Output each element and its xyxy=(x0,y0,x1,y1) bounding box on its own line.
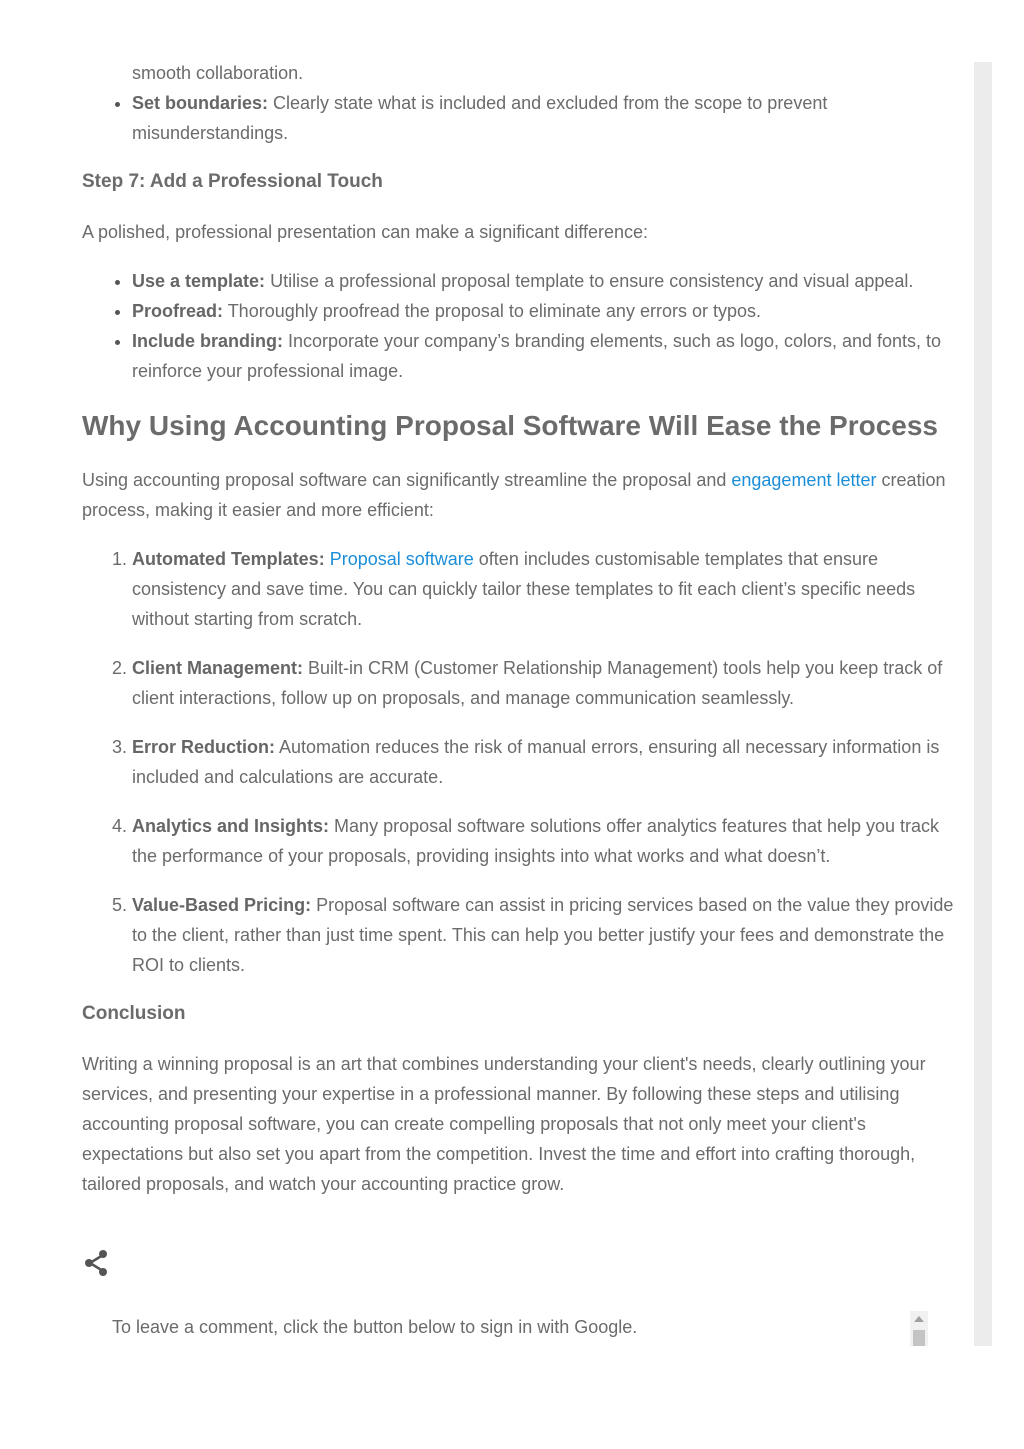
step-7-list xyxy=(82,266,962,386)
share-icon xyxy=(82,1248,112,1278)
list-item-boundaries: • Set boundaries: Clearly state what is included and excluded from the scope to prevent misunderstandings. xyxy=(132,88,962,148)
list-item-automated-templates: 1. Automated Templates: Proposal software often includes customisable templates that ensure consistency and save time. You can quickly tailor these templates to fit each client’s specific needs without starting from scratch. xyxy=(132,544,962,634)
scope-list xyxy=(82,88,962,148)
step-7-heading: Step 7: Add a Professional Touch xyxy=(82,171,383,192)
conclusion-heading: Conclusion xyxy=(82,1003,186,1024)
share-button[interactable] xyxy=(82,1248,112,1278)
list-item-client-management: 2. Client Management: Built-in CRM (Customer Relationship Management) tools help you keep track of client interactions, follow up on proposals, and manage communication seamlessly. xyxy=(132,653,962,713)
comment-scrollbar[interactable] xyxy=(910,1311,928,1346)
conclusion-text: Writing a winning proposal is an art that combines understanding your client's needs, clearly outlining your services, and presenting your expertise in a professional manner. By following these steps and utilising accounting proposal software, you can create compelling proposals that not only meet your client's expectations but also set you apart from the competition. Invest the time and effort into crafting thorough, tailored proposals, and watch your accounting practice grow. xyxy=(82,1054,926,1194)
scroll-up-arrow-icon[interactable] xyxy=(914,1316,924,1322)
comment-prompt: To leave a comment, click the button below to sign in with Google. xyxy=(112,1317,638,1337)
step-7-lead: A polished, professional presentation can make a significant difference: xyxy=(82,222,649,242)
list-item-branding: • Include branding: Incorporate your company’s branding elements, such as logo, colors, and fonts, to reinforce your professional image. xyxy=(132,326,962,386)
list-item-value-pricing: 5. Value-Based Pricing: Proposal software can assist in pricing services based on the value they provide to the client, rather than just time spent. This can help you better justify your fees and demonstrate the ROI to clients. xyxy=(132,890,962,980)
proposal-software-link[interactable]: Proposal software xyxy=(329,549,474,569)
list-item-error-reduction: 3. Error Reduction: Automation reduces the risk of manual errors, ensuring all necessary information is included and calculations are accurate. xyxy=(132,732,962,792)
engagement-letter-link[interactable]: engagement letter xyxy=(731,470,877,490)
why-heading: Why Using Accounting Proposal Software Will Ease the Process xyxy=(82,410,938,441)
scroll-thumb[interactable] xyxy=(913,1330,925,1346)
article-body xyxy=(82,58,962,1199)
list-item-proofread: • Proofread: Thoroughly proofread the proposal to eliminate any errors or typos. xyxy=(132,296,962,326)
why-lead: Using accounting proposal software can significantly streamline the proposal and engagement letter creation process, making it easier and more efficient: xyxy=(82,470,946,520)
list-item-analytics: 4. Analytics and Insights: Many proposal software solutions offer analytics features that help you track the performance of your proposals, providing insights into what works and what doesn’t. xyxy=(132,811,962,871)
page-scrollbar[interactable] xyxy=(974,62,992,1346)
why-list xyxy=(82,544,962,980)
list-item-tail: smooth collaboration. xyxy=(132,63,304,83)
list-item-template: • Use a template: Utilise a professional proposal template to ensure consistency and visual appeal. xyxy=(132,266,962,296)
